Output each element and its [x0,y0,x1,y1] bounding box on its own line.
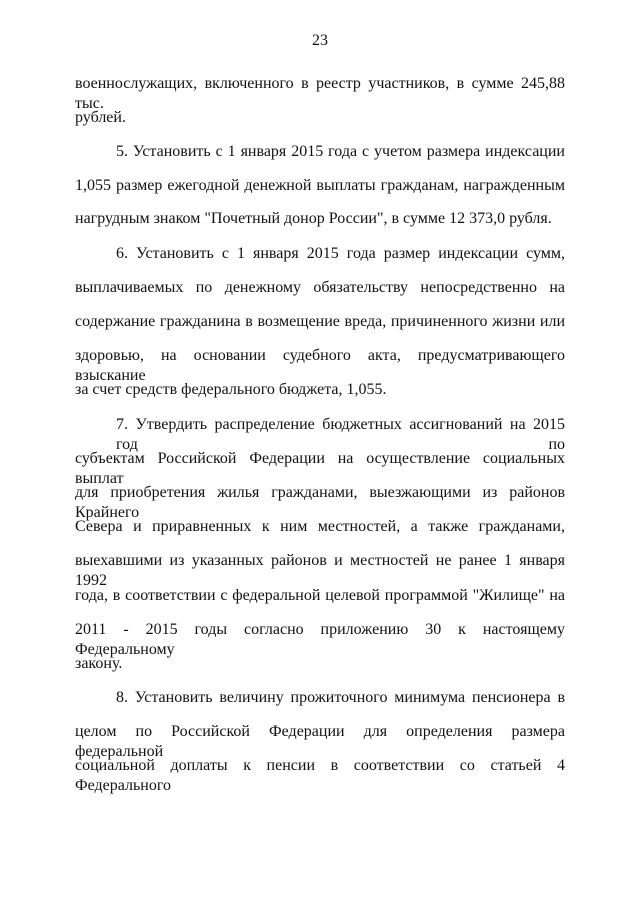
paragraph-4-line-4: Севера и приравненных к ним местностей, а также гражданами, [75,518,565,535]
paragraph-2-line-1: 5. Установить с 1 января 2015 года с учетом размера индексации [116,143,565,160]
paragraph-3-line-4: здоровью, на основании судебного акта, предусматривающего взыскание [75,347,565,384]
paragraph-1-line-1: военнослужащих, включенного в реестр участников, в сумме 245,88 тыс. [75,75,565,112]
paragraph-4-line-5: выехавшими из указанных районов и местностей не ранее 1 января 1992 [75,552,565,589]
paragraph-1-line-2: рублей. [75,109,126,126]
paragraph-4-line-2: субъектам Российской Федерации на осуществление социальных выплат [75,450,565,487]
paragraph-3-line-2: выплачиваемых по денежному обязательству непосредственно на [75,279,565,296]
paragraph-2-line-3: нагрудным знаком "Почетный донор России", в сумме 12 373,0 рубля. [75,210,552,227]
paragraph-2-line-2: 1,055 размер ежегодной денежной выплаты гражданам, награжденным [75,177,565,194]
paragraph-4-line-1: 7. Утвердить распределение бюджетных ассигнований на 2015 год по [116,416,565,453]
page-number: 23 [312,32,328,49]
paragraph-5-line-2: целом по Российской Федерации для определения размера федеральной [75,723,565,760]
paragraph-4-line-7: 2011 - 2015 годы согласно приложению 30 к настоящему Федеральному [75,621,565,658]
paragraph-3-line-5: за счет средств федерального бюджета, 1,055. [75,381,387,398]
paragraph-4-line-3: для приобретения жилья гражданами, выезжающими из районов Крайнего [75,484,565,521]
paragraph-5-line-3: социальной доплаты к пенсии в соответствии со статьей 4 Федерального [75,757,565,794]
paragraph-5-line-1: 8. Установить величину прожиточного минимума пенсионера в [116,689,565,706]
paragraph-3-line-3: содержание гражданина в возмещение вреда, причиненного жизни или [75,313,565,330]
paragraph-4-line-8: закону. [75,655,123,672]
paragraph-3-line-1: 6. Установить с 1 января 2015 года размер индексации сумм, [116,245,565,262]
paragraph-4-line-6: года, в соответствии с федеральной целевой программой "Жилище" на [75,587,565,604]
